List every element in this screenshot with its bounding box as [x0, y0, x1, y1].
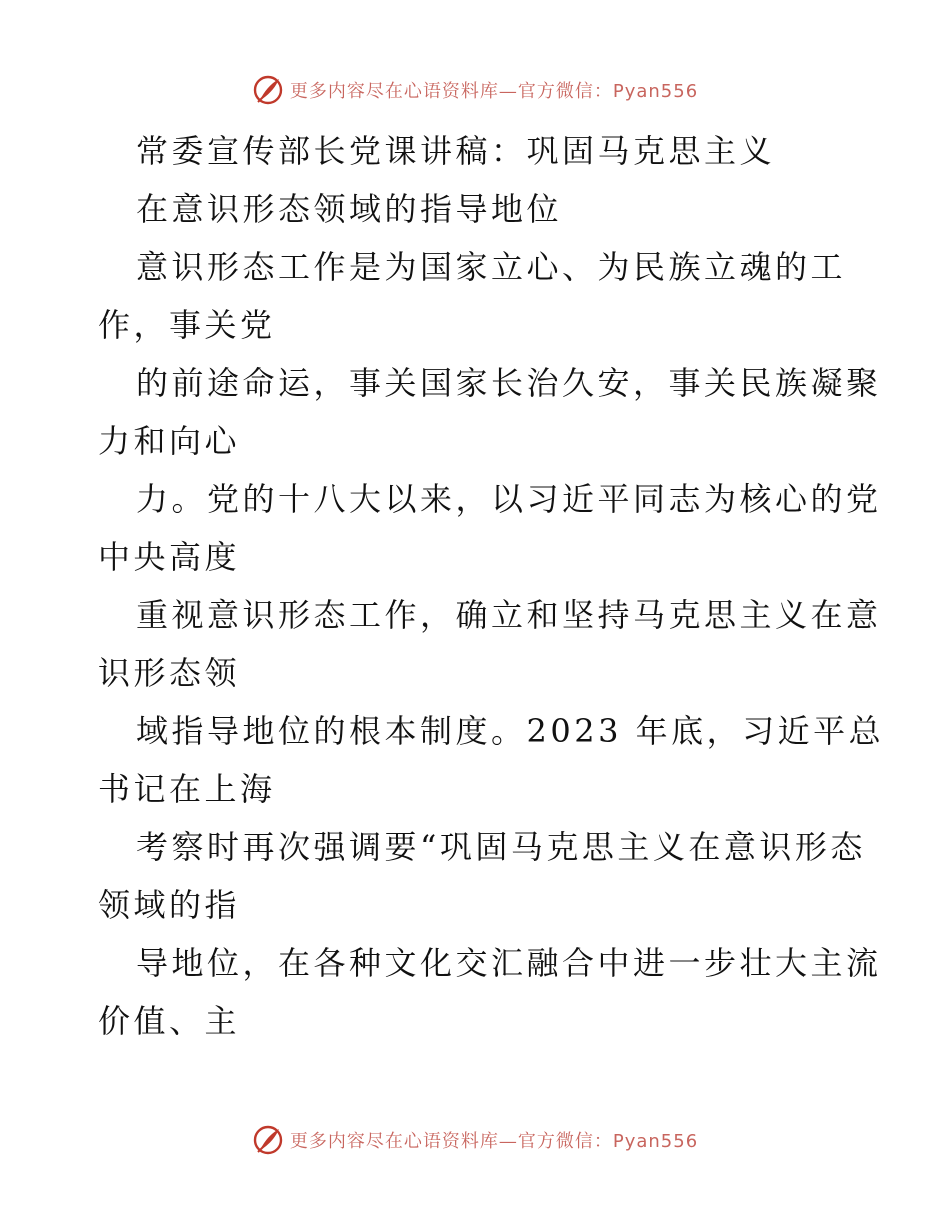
watermark-wechat-id: Pyan556 [612, 81, 699, 102]
watermark-text: 更多内容尽在心语资料库—官方微信：Pyan556 [289, 81, 699, 102]
paragraph-line: 意识形态工作是为国家立心、为民族立魂的工 [136, 248, 847, 286]
paragraph-line: 识形态领 [98, 654, 241, 692]
paragraph-line: 领域的指 [98, 886, 241, 924]
paragraph-line: 力和向心 [98, 422, 241, 460]
paragraph-line: 域指导地位的根本制度。2023 年底，习近平总 [136, 712, 885, 750]
watermark-text: 更多内容尽在心语资料库—官方微信：Pyan556 [289, 1131, 699, 1152]
paragraph-line: 考察时再次强调要“巩固马克思主义在意识形态 [136, 828, 866, 866]
paragraph-line: 价值、主 [98, 1002, 241, 1040]
feather-logo-icon [252, 74, 284, 106]
paragraph-line: 的前途命运，事关国家长治久安，事关民族凝聚 [136, 364, 882, 402]
feather-logo-icon [252, 1124, 284, 1156]
paragraph-line: 导地位，在各种文化交汇融合中进一步壮大主流 [136, 944, 882, 982]
watermark-wechat-id: Pyan556 [612, 1131, 699, 1152]
document-title-line-2: 在意识形态领域的指导地位 [136, 190, 563, 228]
paragraph-line: 力。党的十八大以来，以习近平同志为核心的党 [136, 480, 882, 518]
document-body [98, 122, 885, 1050]
paragraph-line: 重视意识形态工作，确立和坚持马克思主义在意 [136, 596, 882, 634]
paragraph-line: 作，事关党 [98, 306, 276, 344]
paragraph-line: 书记在上海 [98, 770, 276, 808]
document-title-line-1: 常委宣传部长党课讲稿：巩固马克思主义 [136, 132, 776, 170]
header-watermark [0, 72, 950, 108]
paragraph-line: 中央高度 [98, 538, 241, 576]
footer-watermark [0, 1122, 950, 1158]
